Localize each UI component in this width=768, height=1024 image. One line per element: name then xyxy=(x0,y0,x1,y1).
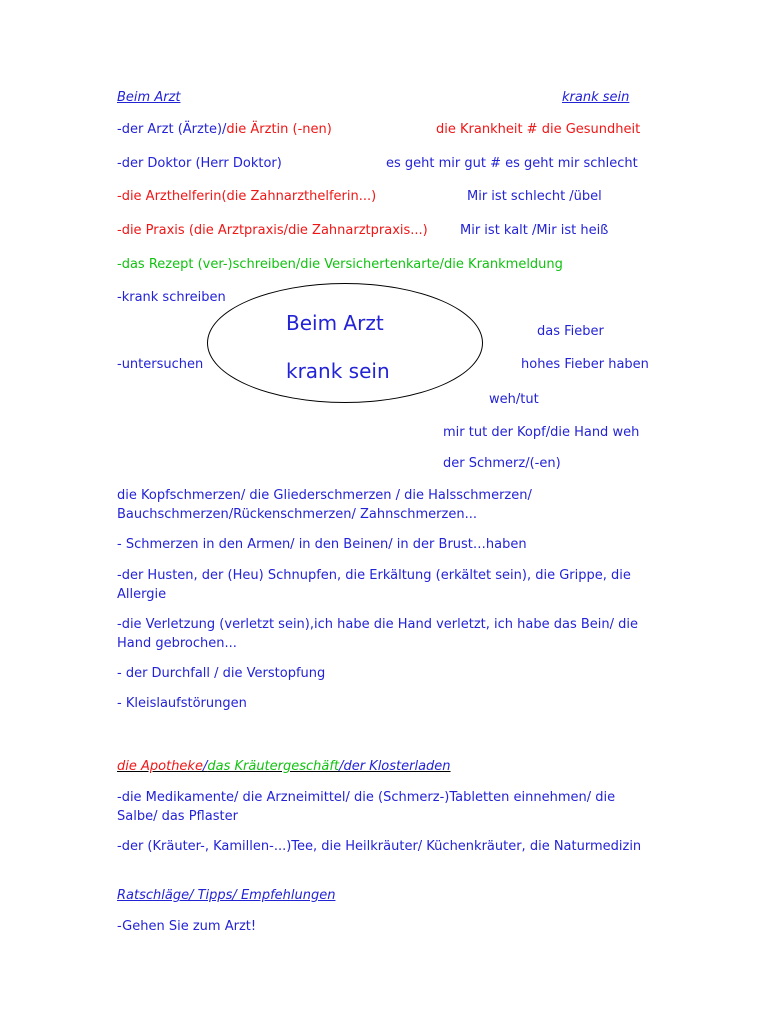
line-kalt: Mir ist kalt /Mir ist heiß xyxy=(460,223,609,238)
line-weh-tut: weh/tut xyxy=(489,392,539,407)
line-krankheit: die Krankheit # die Gesundheit xyxy=(436,122,641,137)
line-praxis: -die Praxis (die Arztpraxis/die Zahnarztpraxis...) xyxy=(117,223,428,238)
line-arzt-part1: -der Arzt (Ärzte)/ xyxy=(117,122,227,137)
ellipse-text-beim-arzt: Beim Arzt xyxy=(286,311,384,335)
line-medikamente: -die Medikamente/ die Arzneimittel/ die (Schmerz-)Tabletten einnehmen/ die Salbe/ das Pflaster xyxy=(117,790,616,824)
line-kopf-weh: mir tut der Kopf/die Hand weh xyxy=(443,425,640,440)
line-tee: -der (Kräuter-, Kamillen-...)Tee, die Heilkräuter/ Küchenkräuter, die Naturmedizin xyxy=(117,839,642,854)
ellipse-text-krank-sein: krank sein xyxy=(286,359,390,383)
heading-klosterladen: /der Klosterladen xyxy=(339,759,451,774)
line-krank-schreiben: -krank schreiben xyxy=(117,290,226,305)
line-kreislauf: - Kleislaufstörungen xyxy=(117,696,247,711)
heading-slash: / xyxy=(202,759,208,774)
line-fieber: das Fieber xyxy=(537,324,604,339)
line-schlecht: Mir ist schlecht /übel xyxy=(467,189,602,204)
heading-kraeutergeschaeft: das Kräutergeschäft xyxy=(207,759,340,774)
line-kopfschmerzen: die Kopfschmerzen/ die Gliederschmerzen / die Halsschmerzen/ Bauchschmerzen/Rückenschmerzen/ Zahnschmerzen... xyxy=(117,488,532,522)
line-rezept: -das Rezept (ver-)schreiben/die Versichertenkarte/die Krankmeldung xyxy=(117,257,563,272)
line-husten: -der Husten, der (Heu) Schnupfen, die Erkältung (erkältet sein), die Grippe, die Allergie xyxy=(117,568,631,602)
line-schmerz: der Schmerz/(-en) xyxy=(443,456,561,471)
line-gehen-sie: -Gehen Sie zum Arzt! xyxy=(117,919,257,934)
line-durchfall: - der Durchfall / die Verstopfung xyxy=(117,666,326,681)
line-geht-mir: es geht mir gut # es geht mir schlecht xyxy=(386,156,638,171)
heading-apotheke: die Apotheke xyxy=(117,759,203,774)
line-arzt-part2: die Ärztin (-nen) xyxy=(226,122,332,137)
heading-krank-sein: krank sein xyxy=(562,90,630,105)
line-doktor: -der Doktor (Herr Doktor) xyxy=(117,156,282,171)
line-schmerzen-armen: - Schmerzen in den Armen/ in den Beinen/ in der Brust…haben xyxy=(117,537,527,552)
line-arzthelferin: -die Arzthelferin(die Zahnarzthelferin...) xyxy=(117,189,377,204)
ellipse-shape xyxy=(207,283,483,403)
heading-beim-arzt: Beim Arzt xyxy=(117,90,181,105)
heading-apotheke-line xyxy=(117,758,451,776)
line-arzt xyxy=(117,121,332,139)
heading-ratschlaege: Ratschläge/ Tipps/ Empfehlungen xyxy=(117,888,336,903)
line-hohes-fieber: hohes Fieber haben xyxy=(521,357,649,372)
line-untersuchen: -untersuchen xyxy=(117,357,204,372)
line-verletzung: -die Verletzung (verletzt sein),ich habe die Hand verletzt, ich habe das Bein/ die Hand gebrochen... xyxy=(117,617,638,651)
